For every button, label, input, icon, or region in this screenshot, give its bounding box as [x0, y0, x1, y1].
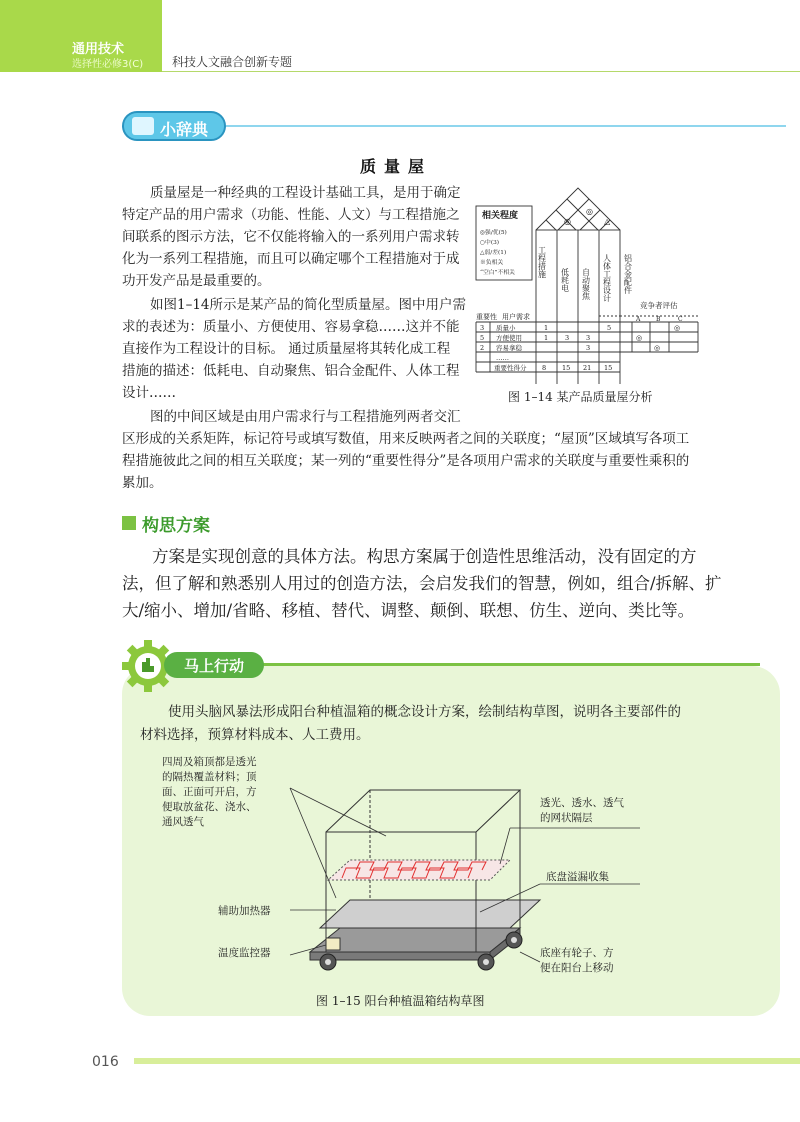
matrix-cell: 3	[565, 334, 570, 342]
section-marker	[122, 516, 136, 530]
roof-mark: △	[604, 217, 611, 226]
roof-mark: ◎	[586, 207, 593, 216]
competitor-b: B	[656, 316, 661, 323]
row-need: ……	[496, 354, 509, 362]
measures-label: 工程措施	[537, 246, 547, 278]
legend-title: 相关程度	[482, 211, 519, 221]
dictionary-rule	[226, 125, 786, 127]
matrix-cell: 3	[586, 344, 591, 352]
dictionary-title: 质量屋	[360, 157, 433, 176]
dictionary-badge-label: 小辞典	[160, 120, 209, 139]
page-number: 016	[92, 1054, 119, 1070]
legend-item: ○中(3)	[480, 240, 500, 246]
design-line-1: 方案是实现创意的具体方法。构思方案属于创造性思维活动，没有固定的方	[152, 547, 697, 566]
competitor-mark: ◎	[674, 324, 681, 332]
book-subtitle: 选择性必修3(C)	[72, 59, 144, 70]
needs-header: 用户需求	[502, 313, 530, 321]
matrix-cell: 5	[607, 324, 612, 332]
design-line-3: 大/缩小、增加/省略、移植、替代、调整、颠倒、联想、仿生、逆向、类比等。	[122, 601, 695, 620]
mesh-label: 的网状隔层	[540, 812, 593, 824]
competitor-label: 竞争者评估	[640, 301, 678, 310]
design-line-2: 法，但了解和熟悉别人用过的创造方法，会启发我们的智慧，例如，组合/拆解、扩	[122, 574, 722, 593]
competitor-c: C	[678, 316, 683, 323]
para-1-line-1: 质量屋是一种经典的工程设计基础工具，是用于确定	[150, 185, 461, 201]
score-label: 重要性得分	[494, 364, 527, 372]
legend-item: ※负相关	[480, 260, 504, 266]
header-rule	[162, 71, 800, 72]
legend-item: “空白”不相关	[480, 270, 515, 276]
score-value: 15	[604, 364, 613, 372]
tray-label: 底盘溢漏收集	[546, 871, 609, 883]
column-header: 铝合金配件	[623, 254, 633, 294]
row-need: 质量小	[496, 324, 516, 332]
action-line-1: 使用头脑风暴法形成阳台种植温箱的概念设计方案，绘制结构草图，说明各主要部件的	[168, 704, 681, 720]
cover-label: 四周及箱顶都是透光	[162, 756, 257, 768]
house-of-quality-diagram	[470, 184, 710, 384]
figure-1-15-caption: 图 1–15 阳台种植温箱结构草图	[316, 994, 485, 1008]
greenhouse-box-sketch	[160, 750, 680, 980]
action-badge-label: 马上行动	[184, 657, 245, 675]
section-title: 科技人文融合创新专题	[172, 55, 293, 69]
action-rule	[200, 663, 760, 666]
row-need: 容易拿稳	[496, 344, 522, 352]
book-title: 通用技术	[72, 42, 125, 57]
row-need: 方便使用	[496, 334, 522, 342]
wheels-label: 底座有轮子、方	[540, 947, 614, 959]
matrix-cell: 3	[586, 334, 591, 342]
roof-mark: ◎	[564, 217, 571, 226]
para-3-line-1: 图的中间区域是由用户需求行与工程措施列两者交汇	[150, 409, 461, 425]
action-badge	[164, 652, 264, 678]
row-importance: 5	[480, 334, 485, 342]
competitor-a: A	[636, 316, 641, 323]
footer-rule	[134, 1058, 800, 1064]
action-line-2: 材料选择，预算材料成本、人工费用。	[140, 727, 370, 743]
heater-label: 辅助加热器	[218, 905, 271, 917]
row-importance: 2	[480, 344, 485, 352]
cover-label: 通风透气	[162, 816, 204, 828]
para-2-line-4: 措施的描述：低耗电、自动聚焦、铝合金配件、人体工程	[122, 363, 460, 379]
matrix-cell: 1	[544, 324, 549, 332]
para-2-line-1: 如图1–14所示是某产品的简化型质量屋。图中用户需	[150, 297, 467, 313]
column-header: 自动聚焦	[581, 268, 591, 300]
matrix-cell: 1	[544, 334, 549, 342]
legend-item: △弱/差(1)	[480, 250, 507, 256]
cover-label: 面、正面可开启，方	[162, 786, 257, 798]
book-icon	[132, 117, 154, 135]
competitor-mark: ◎	[636, 334, 643, 342]
row-importance: 3	[480, 324, 485, 332]
importance-header: 重要性	[476, 313, 497, 321]
competitor-mark: ◎	[654, 344, 661, 352]
column-header: 人体工程设计	[602, 254, 612, 302]
para-1-line-3: 间联系的图示方法，它不仅能将输入的一系列用户需求转	[122, 229, 460, 245]
dictionary-badge	[122, 111, 226, 141]
cover-label: 的隔热覆盖材料；顶	[162, 771, 257, 783]
para-1-line-2: 特定产品的用户需求（功能、性能、人文）与工程措施之	[122, 207, 460, 223]
para-2-line-3: 直接作为工程设计的目标。 通过质量屋将其转化成工程	[122, 341, 451, 357]
mesh-label: 透光、透水、透气	[540, 797, 624, 809]
score-value: 15	[562, 364, 571, 372]
design-section-title: 构思方案	[142, 516, 210, 536]
score-value: 8	[542, 364, 547, 372]
legend-item: ◎强/优(5)	[480, 230, 507, 236]
para-3-line-4: 累加。	[122, 475, 163, 491]
para-1-line-5: 功开发产品是最重要的。	[122, 273, 271, 289]
para-2-line-2: 求的表述为：质量小、方便使用、容易拿稳……这并不能	[122, 319, 460, 335]
monitor-label: 温度监控器	[218, 947, 271, 959]
column-header: 低耗电	[560, 268, 570, 292]
para-3-line-2: 区形成的关系矩阵，标记符号或填写数值，用来反映两者之间的关联度；“屋顶”区域填写各项工	[122, 431, 690, 447]
figure-1-14-caption: 图 1–14 某产品质量屋分析	[508, 390, 653, 404]
para-3-line-3: 程措施彼此之间的相互关联度；某一列的“重要性得分”是各项用户需求的关联度与重要性乘积的	[122, 453, 690, 469]
score-value: 21	[583, 364, 592, 372]
para-1-line-4: 化为一系列工程措施，而且可以确定哪个工程措施对于成	[122, 251, 460, 267]
wheels-label: 便在阳台上移动	[540, 962, 614, 974]
header-banner	[0, 0, 162, 72]
para-2-line-5: 设计……	[122, 385, 176, 401]
cover-label: 便取放盆花、浇水、	[162, 801, 257, 813]
